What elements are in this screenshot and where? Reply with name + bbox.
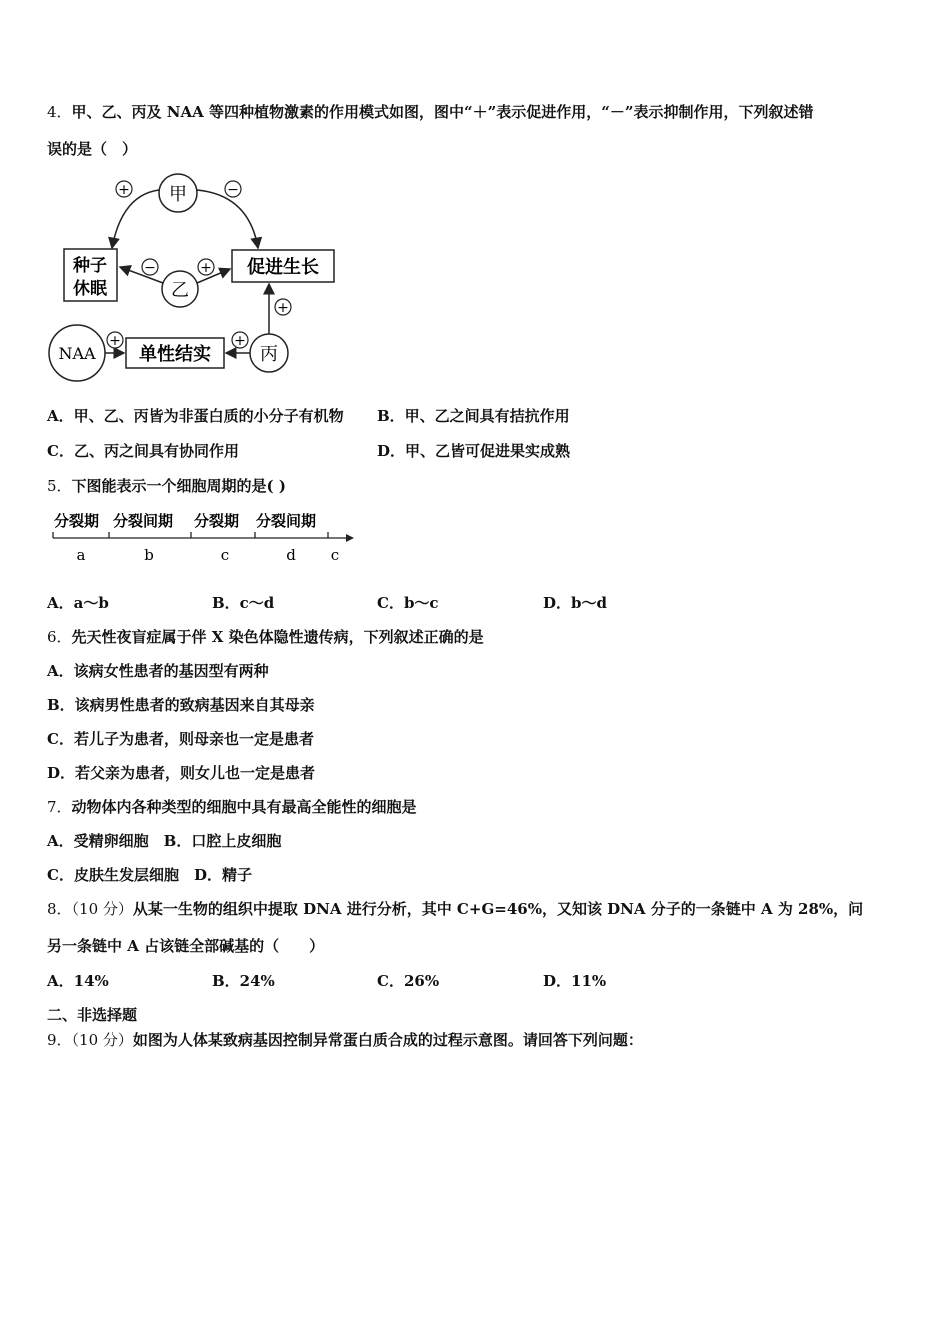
q8-option-b[interactable]: B．24% bbox=[212, 972, 275, 990]
parthenocarpy-label: 单性结实 bbox=[139, 344, 211, 365]
jia-to-seed-arrow bbox=[112, 190, 159, 248]
plus-sign-3: + bbox=[109, 333, 121, 349]
timeline-top-label: 分裂间期 bbox=[256, 512, 317, 530]
q6-option-a[interactable]: A．该病女性患者的基因型有两种 bbox=[47, 662, 269, 680]
timeline-top-label: 分裂期 bbox=[194, 512, 240, 530]
timeline-bottom-label: d bbox=[286, 546, 296, 564]
q9-stem-text: 如图为人体某致病基因控制异常蛋白质合成的过程示意图。请回答下列问题： bbox=[132, 1031, 643, 1049]
q6-option-d[interactable]: D．若父亲为患者，则女儿也一定是患者 bbox=[47, 764, 316, 782]
q9-number: 9． bbox=[47, 1031, 72, 1049]
q7-number: 7． bbox=[47, 798, 72, 816]
q4-stem-line1 bbox=[47, 102, 814, 122]
q8-score: （10 分） bbox=[71, 900, 133, 918]
plus-sign-5: + bbox=[277, 300, 289, 316]
section-2-title: 二、非选择题 bbox=[47, 1006, 138, 1024]
plus-sign-1: + bbox=[118, 182, 130, 198]
q5-number: 5． bbox=[47, 477, 72, 495]
q5-option-a[interactable]: A．a～b bbox=[47, 594, 109, 612]
timeline-top-label: 分裂间期 bbox=[113, 512, 174, 530]
q5-option-c[interactable]: C．b～c bbox=[377, 594, 439, 612]
timeline-bottom-label: c bbox=[330, 546, 340, 564]
naa-label: NAA bbox=[58, 344, 96, 363]
timeline-bottom-label: c bbox=[220, 546, 230, 564]
q8-option-a[interactable]: A．14% bbox=[47, 972, 109, 990]
q6-option-b[interactable]: B．该病男性患者的致病基因来自其母亲 bbox=[47, 696, 315, 714]
q4-number: 4． bbox=[47, 103, 72, 121]
q8-stem-text: 从某一生物的组织中提取 DNA 进行分析，其中 C+G=46%，又知该 DNA 分子的一条链中 A 为 28%，问 bbox=[132, 900, 864, 918]
yi-label: 乙 bbox=[171, 280, 189, 301]
jia-label: 甲 bbox=[169, 184, 187, 205]
q4-option-a[interactable]: A．甲、乙、丙皆为非蛋白质的小分子有机物 bbox=[47, 407, 344, 425]
growth-label: 促进生长 bbox=[247, 257, 319, 278]
q4-option-b[interactable]: B．甲、乙之间具有拮抗作用 bbox=[377, 407, 570, 425]
q6-stem bbox=[47, 627, 484, 647]
q8-option-d[interactable]: D．11% bbox=[543, 972, 607, 990]
q6-number: 6． bbox=[47, 628, 72, 646]
q8-option-c[interactable]: C．26% bbox=[377, 972, 440, 990]
q4-stem-text: 甲、乙、丙及 NAA 等四种植物激素的作用模式如图，图中“＋”表示促进作用，“－”表示抑制作用，下列叙述错 bbox=[71, 103, 814, 121]
q6-stem-text: 先天性夜盲症属于伴 X 染色体隐性遗传病，下列叙述正确的是 bbox=[71, 628, 484, 646]
q8-stem-line2: 另一条链中 A 占该链全部碱基的（ ） bbox=[47, 937, 325, 955]
jia-to-growth-arrow bbox=[197, 190, 258, 248]
seed-label-line1: 种子 bbox=[73, 256, 107, 276]
q5-stem bbox=[47, 476, 286, 496]
hormone-diagram bbox=[44, 170, 344, 385]
q6-option-c[interactable]: C．若儿子为患者，则母亲也一定是患者 bbox=[47, 730, 314, 748]
q8-number: 8． bbox=[47, 900, 72, 918]
q5-option-d[interactable]: D．b～d bbox=[543, 594, 607, 612]
q8-stem-line1 bbox=[47, 899, 863, 919]
q5-stem-text: 下图能表示一个细胞周期的是( ) bbox=[71, 477, 286, 495]
q5-option-b[interactable]: B．c～d bbox=[212, 594, 275, 612]
bing-label: 丙 bbox=[260, 344, 278, 365]
q7-stem-text: 动物体内各种类型的细胞中具有最高全能性的细胞是 bbox=[71, 798, 417, 816]
q7-stem bbox=[47, 797, 417, 817]
plus-sign-2: + bbox=[200, 260, 212, 276]
timeline-top-label: 分裂期 bbox=[54, 512, 100, 530]
seed-label-line2: 休眠 bbox=[73, 279, 107, 299]
q7-options-ab[interactable]: A．受精卵细胞 B．口腔上皮细胞 bbox=[47, 832, 282, 850]
minus-sign-1: − bbox=[227, 182, 239, 198]
q4-stem-line2: 误的是（ ） bbox=[47, 140, 138, 158]
q9-score: （10 分） bbox=[71, 1031, 133, 1049]
timeline-bottom-label: a bbox=[76, 546, 86, 564]
plus-sign-4: + bbox=[234, 333, 246, 349]
q7-options-cd[interactable]: C．皮肤生发层细胞 D．精子 bbox=[47, 866, 252, 884]
cell-cycle-timeline bbox=[50, 508, 360, 570]
q4-option-c[interactable]: C．乙、丙之间具有协同作用 bbox=[47, 442, 239, 460]
timeline-bottom-label: b bbox=[144, 546, 154, 564]
q9-stem bbox=[47, 1030, 643, 1050]
minus-sign-2: − bbox=[144, 260, 156, 276]
q4-option-d[interactable]: D．甲、乙皆可促进果实成熟 bbox=[377, 442, 571, 460]
